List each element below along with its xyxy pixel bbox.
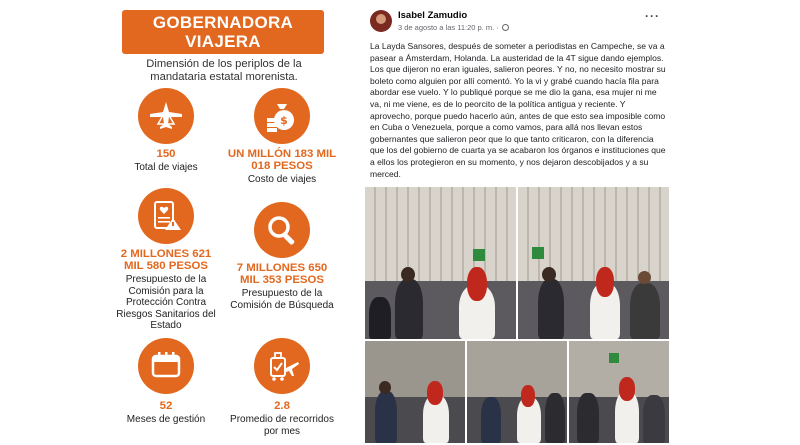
stat-months (110, 338, 222, 426)
stat-label: Meses de gestión (126, 414, 206, 425)
money-bag-icon (254, 88, 310, 144)
post-photo-5[interactable] (569, 341, 669, 443)
post-meta (398, 23, 509, 32)
avatar[interactable] (370, 10, 392, 32)
post-author[interactable]: Isabel Zamudio (398, 10, 468, 21)
exit-sign-icon (473, 249, 485, 261)
post-timestamp[interactable]: 3 de agosto a las 11:20 p. m. · (398, 23, 499, 32)
health-document-icon (138, 188, 194, 244)
stat-number: 150 (156, 148, 176, 160)
stat-label: Promedio de recorridos por mes (230, 414, 334, 437)
stat-label: Presupuesto de la Comisión para la Protección Contra Riesgos Sanitarios del Estado (116, 274, 216, 331)
stat-search-budget (226, 202, 338, 311)
infographic (108, 6, 340, 442)
stat-total-trips (110, 88, 222, 174)
infographic-subtitle: Dimensión de los periplos de la mandataria estatal morenista. (146, 58, 302, 83)
stat-health-budget (110, 188, 222, 332)
stat-label: Costo de viajes (247, 174, 317, 185)
magnifier-icon (254, 202, 310, 258)
exit-sign-icon (532, 247, 544, 259)
stat-number: UN MILLÓN 183 MIL 018 PESOS (227, 148, 337, 172)
infographic-title (122, 10, 324, 54)
post-photo-3[interactable] (365, 341, 465, 443)
post-photo-4[interactable] (467, 341, 567, 443)
title-line-2: VIAJERA (185, 32, 261, 51)
post-photo-2[interactable] (518, 187, 669, 339)
stat-number: 2.8 (274, 400, 290, 412)
luggage-plane-icon (254, 338, 310, 394)
svg-text:$: $ (280, 114, 288, 127)
stat-number: 52 (159, 400, 173, 412)
stat-label: Total de viajes (134, 162, 198, 173)
stat-number: 7 MILLONES 650 MIL 353 PESOS (236, 262, 328, 286)
more-options-button[interactable]: ··· (645, 9, 660, 23)
post-text: La Layda Sansores, después de someter a periodistas en Campeche, se va a pasear a Ámsterdam, Holanda. La austeridad de la 4T sigue dando ejemplos. Los que dijeron no eran iguales, salieron peores. Y no, no necesito mostrar su boleto como alguien por allí comentó. Yo la vi y grabé cuando hacía fila para abordar ese vuelo. Y lo publiqué porque se me dio la gana, esa mujer ni me va, ni me viene, es de lo peorcito de la política antigua y reciente. Y aprovecho, porque puedo hacerlo aún, antes de que esto sea imposible como en Cuba o Venezuela, porque a como vamos, para allá nos llevan estos gobernantes que salieron peor que lo que tanto criticaron, con la diferencia que los del gobierno de cuarta ya se acabaron los órganos e instituciones que a ellos los protegieron en su momento, y nos dejaron descobijados y a su merced. (370, 41, 666, 179)
stat-number: 2 MILLONES 621 MIL 580 PESOS (120, 248, 212, 272)
stat-monthly-average (226, 338, 338, 437)
stat-trip-cost (226, 88, 338, 186)
globe-icon (502, 24, 509, 31)
title-line-1: GOBERNADORA (152, 13, 294, 32)
stat-label: Presupuesto de la Comisión de Búsqueda (230, 288, 334, 311)
calendar-icon (138, 338, 194, 394)
post-photo-1[interactable] (365, 187, 516, 339)
exit-sign-icon (609, 353, 619, 363)
post-photo-grid (365, 187, 669, 443)
facebook-post (364, 3, 670, 443)
airplane-icon (138, 88, 194, 144)
